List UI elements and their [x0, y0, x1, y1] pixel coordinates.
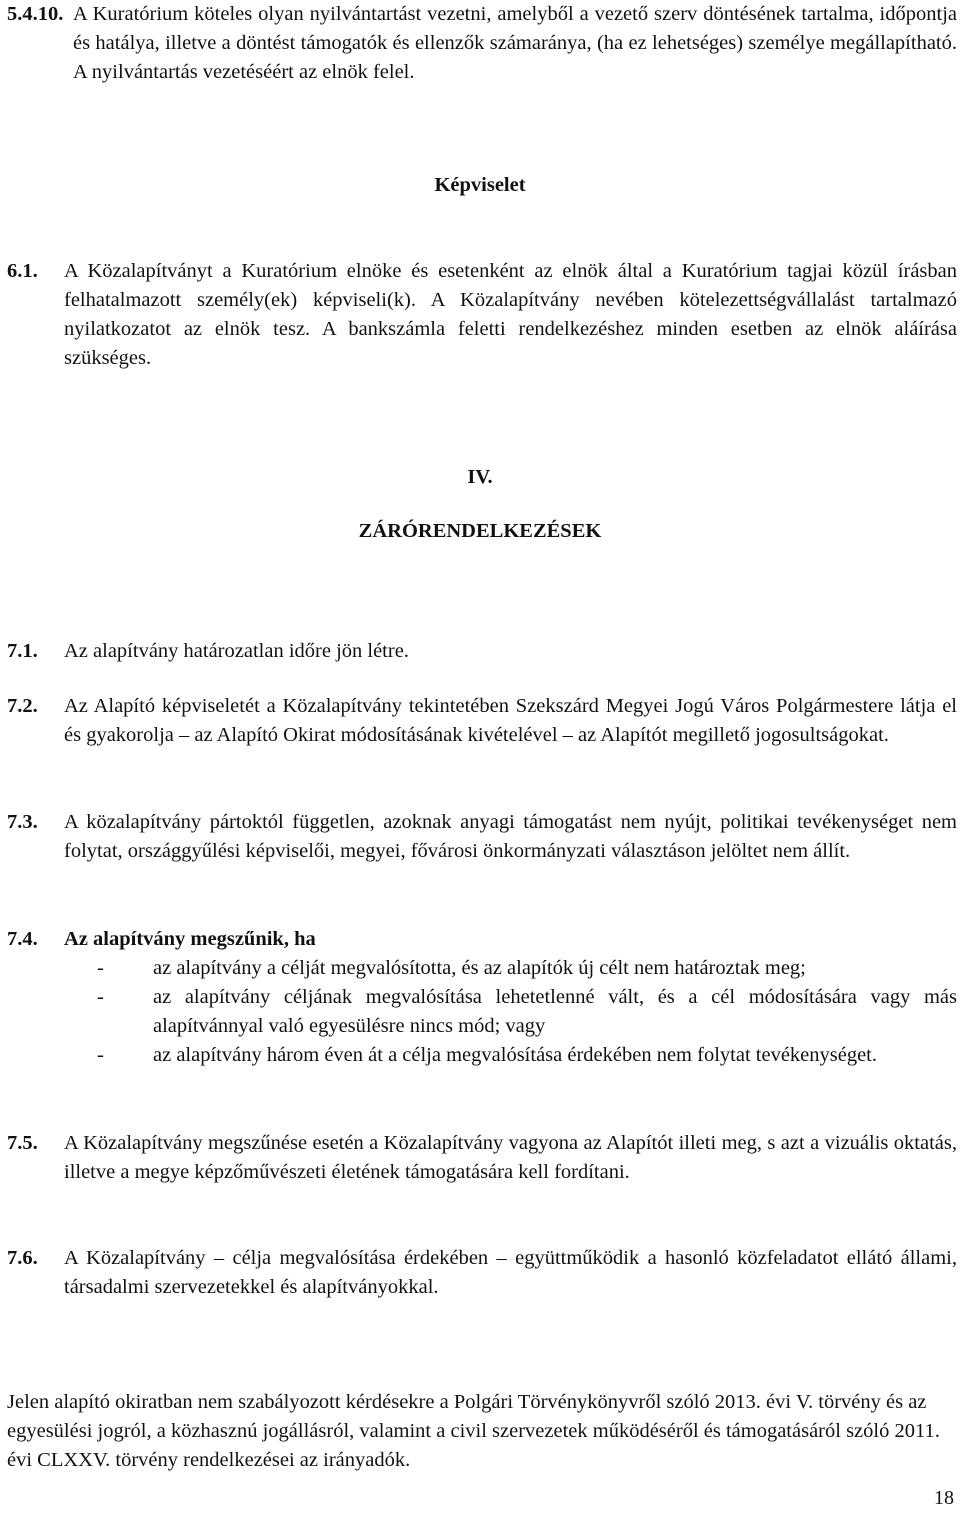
list-item — [97, 1041, 957, 1070]
section-text: Az Alapító képviseletét a Közalapítvány tekintetében Szekszárd Megyei Jogú Város Polgármestere látja el és gyakorolja – az Alapító Okirat módosításának kivételével – az Alapítót megillető jogosultságokat. — [64, 695, 957, 746]
section-number: 7.5. — [7, 1132, 38, 1154]
section-5-4-10 — [7, 0, 957, 87]
section-number: 7.4. — [7, 928, 38, 950]
list-item — [97, 954, 957, 983]
list-item — [97, 983, 957, 1041]
heading-kepviselet: Képviselet — [434, 174, 526, 196]
section-6-1 — [7, 257, 957, 373]
section-7-6 — [7, 1244, 957, 1302]
page-number: 18 — [934, 1487, 954, 1509]
section-number: 6.1. — [7, 260, 38, 282]
dash-marker: - — [97, 957, 104, 979]
chapter-number: IV. — [467, 466, 493, 488]
section-7-2 — [7, 692, 957, 750]
termination-conditions-list — [97, 954, 957, 1070]
section-7-1 — [7, 637, 957, 666]
section-text: A közalapítvány pártoktól független, azoknak anyagi támogatást nem nyújt, politikai tevékenységet nem folytat, országgyűlési képviselői, megyei, fővárosi önkormányzati választáson jelöltet nem állít. — [64, 811, 957, 862]
section-text: A Közalapítvány – célja megvalósítása érdekében – együttműködik a hasonló közfeladatot ellátó állami, társadalmi szervezetekkel és alapítványokkal. — [64, 1247, 957, 1298]
list-item-text: az alapítvány a célját megvalósította, és az alapítók új célt nem határoztak meg; — [153, 957, 806, 979]
list-item-text: az alapítvány három éven át a célja megvalósítása érdekében nem folytat tevékenységet. — [153, 1044, 878, 1066]
list-item-text: az alapítvány céljának megvalósítása lehetetlenné vált, és a cél módosítására vagy más alapítvánnyal való egyesülésre nincs mód; vagy — [153, 986, 957, 1037]
section-number: 5.4.10. — [7, 3, 64, 25]
section-number: 7.3. — [7, 811, 38, 833]
section-text: Az alapítvány határozatlan időre jön létre. — [64, 640, 409, 662]
section-7-5 — [7, 1129, 957, 1187]
section-number: 7.2. — [7, 695, 38, 717]
dash-marker: - — [97, 986, 104, 1008]
closing-paragraph: Jelen alapító okiratban nem szabályozott kérdésekre a Polgári Törvénykönyvről szóló 2013. évi V. törvény és az egyesülési jogról, a közhasznú jogállásról, valamint a civil szervezetek működéséről és támogatásáról szóló 2011. évi CLXXV. törvény rendelkezései az irányadók. — [7, 1391, 940, 1471]
dash-marker: - — [97, 1044, 104, 1066]
section-number: 7.6. — [7, 1247, 38, 1269]
section-text: A Közalapítvány megszűnése esetén a Közalapítvány vagyona az Alapítót illeti meg, s azt a vizuális oktatás, illetve a megye képzőművészeti életének támogatására kell fordítani. — [64, 1132, 957, 1183]
section-text: A Közalapítványt a Kuratórium elnöke és esetenként az elnök által a Kuratórium tagjai közül írásban felhatalmazott személy(ek) képviseli(k). A Közalapítvány nevében kötelezettségvállalást tartalmazó nyilatkozatot az elnök tesz. A bankszámla feletti rendelkezéshez minden esetben az elnök aláírása szükséges. — [64, 260, 957, 369]
section-number: 7.1. — [7, 640, 38, 662]
chapter-title: ZÁRÓRENDELKEZÉSEK — [358, 520, 602, 542]
section-lead: Az alapítvány megszűnik, ha — [64, 928, 316, 950]
section-7-3 — [7, 808, 957, 866]
section-text: A Kuratórium köteles olyan nyilvántartást vezetni, amelyből a vezető szerv döntésének tartalma, időpontja és hatálya, illetve a döntést támogatók és ellenzők számaránya, (ha ez lehetséges) személye megállapítható. A nyilvántartás vezetéséért az elnök felel. — [73, 3, 957, 83]
section-7-4 — [7, 925, 957, 1070]
